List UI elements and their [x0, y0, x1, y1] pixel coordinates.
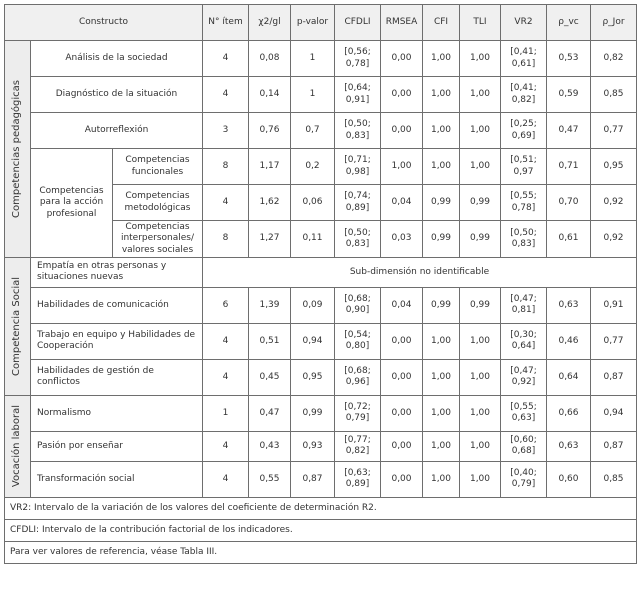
- cell-chi2: 0,45: [249, 359, 291, 395]
- cell-items: 4: [203, 77, 249, 113]
- cell-rvc: 0,60: [547, 461, 591, 497]
- cell-rjor: 0,94: [591, 395, 637, 431]
- cell-rmsea: 0,00: [381, 461, 423, 497]
- cell-items: 4: [203, 41, 249, 77]
- cell-rmsea: 0,00: [381, 113, 423, 149]
- cell-cfi: 1,00: [423, 113, 460, 149]
- table-row: [5, 149, 637, 185]
- cell-rvc: 0,63: [547, 431, 591, 461]
- cell-cfi: 1,00: [423, 149, 460, 185]
- cell-p: 0,06: [291, 185, 335, 221]
- table-row: [5, 287, 637, 323]
- row-label: Habilidades de gestión de conflictos: [31, 359, 203, 395]
- group-pedagogicas: Competencias pedagógicas: [5, 41, 31, 258]
- cell-p: 0,09: [291, 287, 335, 323]
- table-row: [5, 323, 637, 359]
- cell-cfdli: [0,50; 0,83]: [335, 113, 381, 149]
- cell-rvc: 0,66: [547, 395, 591, 431]
- cell-items: 1: [203, 395, 249, 431]
- row-label: Transformación social: [31, 461, 203, 497]
- row-label: Normalismo: [31, 395, 203, 431]
- cell-rvc: 0,46: [547, 323, 591, 359]
- cell-vr2: [0,55; 0,78]: [501, 185, 547, 221]
- cell-items: 6: [203, 287, 249, 323]
- table-row: [5, 461, 637, 497]
- cell-tli: 0,99: [460, 221, 501, 258]
- cell-rjor: 0,85: [591, 461, 637, 497]
- cell-tli: 1,00: [460, 113, 501, 149]
- header-rmsea: RMSEA: [381, 5, 423, 41]
- cell-vr2: [0,51; 0,97: [501, 149, 547, 185]
- cell-cfi: 0,99: [423, 287, 460, 323]
- note-row: [5, 497, 637, 519]
- cell-rmsea: 0,04: [381, 287, 423, 323]
- cell-cfdli: [0,68; 0,96]: [335, 359, 381, 395]
- cell-cfdli: [0,72; 0,79]: [335, 395, 381, 431]
- cell-p: 0,87: [291, 461, 335, 497]
- cell-chi2: 0,55: [249, 461, 291, 497]
- cell-cfi: 1,00: [423, 323, 460, 359]
- table-row: [5, 395, 637, 431]
- group-vocacion: Vocación laboral: [5, 395, 31, 497]
- cell-chi2: 0,51: [249, 323, 291, 359]
- cell-rjor: 0,91: [591, 287, 637, 323]
- cell-p: 0,99: [291, 395, 335, 431]
- cell-vr2: [0,40; 0,79]: [501, 461, 547, 497]
- header-chi2: χ2/gl: [249, 5, 291, 41]
- cell-rjor: 0,87: [591, 431, 637, 461]
- cell-tli: 1,00: [460, 359, 501, 395]
- cell-tli: 1,00: [460, 77, 501, 113]
- header-vr2: VR2: [501, 5, 547, 41]
- group-social: Competencia Social: [5, 257, 31, 395]
- cell-chi2: 1,39: [249, 287, 291, 323]
- cell-cfi: 1,00: [423, 359, 460, 395]
- merged-note: Sub-dimensión no identificable: [203, 257, 637, 287]
- cell-chi2: 1,27: [249, 221, 291, 258]
- cell-vr2: [0,47; 0,92]: [501, 359, 547, 395]
- cell-rjor: 0,92: [591, 185, 637, 221]
- cell-rvc: 0,47: [547, 113, 591, 149]
- cell-cfi: 0,99: [423, 185, 460, 221]
- cell-chi2: 1,17: [249, 149, 291, 185]
- results-table: [4, 4, 637, 564]
- cell-items: 4: [203, 323, 249, 359]
- table-row: [5, 113, 637, 149]
- note-row: [5, 541, 637, 563]
- note-row: [5, 519, 637, 541]
- cell-items: 8: [203, 149, 249, 185]
- cell-items: 4: [203, 431, 249, 461]
- header-row: [5, 5, 637, 41]
- cell-chi2: 0,76: [249, 113, 291, 149]
- row-label: Habilidades de comunicación: [31, 287, 203, 323]
- header-cfdli: CFDLI: [335, 5, 381, 41]
- cell-chi2: 0,47: [249, 395, 291, 431]
- cell-cfdli: [0,74; 0,89]: [335, 185, 381, 221]
- cell-p: 0,94: [291, 323, 335, 359]
- cell-items: 8: [203, 221, 249, 258]
- cell-cfdli: [0,77; 0,82]: [335, 431, 381, 461]
- table-row: [5, 41, 637, 77]
- cell-p: 0,7: [291, 113, 335, 149]
- row-label: Pasión por enseñar: [31, 431, 203, 461]
- cell-p: 1: [291, 41, 335, 77]
- cell-chi2: 0,14: [249, 77, 291, 113]
- cell-cfdli: [0,63; 0,89]: [335, 461, 381, 497]
- cell-p: 0,95: [291, 359, 335, 395]
- cell-vr2: [0,25; 0,69]: [501, 113, 547, 149]
- cell-tli: 1,00: [460, 41, 501, 77]
- cell-vr2: [0,41; 0,82]: [501, 77, 547, 113]
- cell-cfdli: [0,54; 0,80]: [335, 323, 381, 359]
- header-tli: TLI: [460, 5, 501, 41]
- cell-rvc: 0,53: [547, 41, 591, 77]
- cell-rvc: 0,64: [547, 359, 591, 395]
- cell-rvc: 0,70: [547, 185, 591, 221]
- cell-vr2: [0,30; 0,64]: [501, 323, 547, 359]
- row-label: Empatía en otras personas y situaciones nuevas: [31, 257, 203, 287]
- cell-cfdli: [0,64; 0,91]: [335, 77, 381, 113]
- cell-vr2: [0,50; 0,83]: [501, 221, 547, 258]
- cell-chi2: 0,08: [249, 41, 291, 77]
- row-label: Diagnóstico de la situación: [31, 77, 203, 113]
- cell-rmsea: 0,03: [381, 221, 423, 258]
- cell-p: 1: [291, 77, 335, 113]
- cell-chi2: 0,43: [249, 431, 291, 461]
- subgroup-label: Competencias para la acción profesional: [31, 149, 113, 258]
- cell-cfi: 1,00: [423, 41, 460, 77]
- cell-rjor: 0,95: [591, 149, 637, 185]
- cell-rvc: 0,71: [547, 149, 591, 185]
- header-constructo: Constructo: [5, 5, 203, 41]
- cell-rmsea: 1,00: [381, 149, 423, 185]
- cell-p: 0,2: [291, 149, 335, 185]
- cell-tli: 0,99: [460, 185, 501, 221]
- cell-rmsea: 0,00: [381, 431, 423, 461]
- cell-cfi: 1,00: [423, 77, 460, 113]
- cell-rmsea: 0,00: [381, 359, 423, 395]
- table-row: [5, 431, 637, 461]
- cell-cfi: 1,00: [423, 395, 460, 431]
- header-cfi: CFI: [423, 5, 460, 41]
- cell-rmsea: 0,00: [381, 77, 423, 113]
- cell-rmsea: 0,00: [381, 41, 423, 77]
- cell-cfdli: [0,68; 0,90]: [335, 287, 381, 323]
- cell-tli: 0,99: [460, 287, 501, 323]
- cell-rvc: 0,59: [547, 77, 591, 113]
- cell-rjor: 0,85: [591, 77, 637, 113]
- cell-rmsea: 0,00: [381, 323, 423, 359]
- cell-cfi: 1,00: [423, 461, 460, 497]
- cell-tli: 1,00: [460, 395, 501, 431]
- cell-vr2: [0,60; 0,68]: [501, 431, 547, 461]
- header-p-valor: p-valor: [291, 5, 335, 41]
- cell-cfdli: [0,50; 0,83]: [335, 221, 381, 258]
- cell-items: 4: [203, 185, 249, 221]
- cell-tli: 1,00: [460, 149, 501, 185]
- cell-tli: 1,00: [460, 431, 501, 461]
- header-rho-vc: ρ_vc: [547, 5, 591, 41]
- cell-rjor: 0,77: [591, 113, 637, 149]
- cell-items: 4: [203, 359, 249, 395]
- cell-items: 3: [203, 113, 249, 149]
- cell-p: 0,93: [291, 431, 335, 461]
- cell-rmsea: 0,04: [381, 185, 423, 221]
- header-rho-jor: ρ_Jor: [591, 5, 637, 41]
- cell-cfi: 1,00: [423, 431, 460, 461]
- cell-p: 0,11: [291, 221, 335, 258]
- note-vr2: VR2: Intervalo de la variación de los valores del coeficiente de determinación R2.: [5, 497, 637, 519]
- cell-rjor: 0,87: [591, 359, 637, 395]
- note-cfdli: CFDLI: Intervalo de la contribución factorial de los indicadores.: [5, 519, 637, 541]
- cell-rjor: 0,77: [591, 323, 637, 359]
- row-label: Trabajo en equipo y Habilidades de Cooperación: [31, 323, 203, 359]
- cell-rjor: 0,92: [591, 221, 637, 258]
- cell-tli: 1,00: [460, 323, 501, 359]
- cell-rmsea: 0,00: [381, 395, 423, 431]
- cell-items: 4: [203, 461, 249, 497]
- row-label: Análisis de la sociedad: [31, 41, 203, 77]
- cell-vr2: [0,55; 0,63]: [501, 395, 547, 431]
- row-label: Competencias metodológicas: [113, 185, 203, 221]
- cell-cfi: 0,99: [423, 221, 460, 258]
- table-row: [5, 257, 637, 287]
- cell-vr2: [0,41; 0,61]: [501, 41, 547, 77]
- cell-chi2: 1,62: [249, 185, 291, 221]
- cell-rvc: 0,63: [547, 287, 591, 323]
- table-row: [5, 77, 637, 113]
- cell-rvc: 0,61: [547, 221, 591, 258]
- cell-tli: 1,00: [460, 461, 501, 497]
- header-n-item: N° ítem: [203, 5, 249, 41]
- row-label: Competencias funcionales: [113, 149, 203, 185]
- cell-cfdli: [0,71; 0,98]: [335, 149, 381, 185]
- note-reference: Para ver valores de referencia, véase Tabla III.: [5, 541, 637, 563]
- cell-rjor: 0,82: [591, 41, 637, 77]
- table-row: [5, 359, 637, 395]
- cell-vr2: [0,47; 0,81]: [501, 287, 547, 323]
- row-label: Autorreflexión: [31, 113, 203, 149]
- row-label: Competencias interpersonales/ valores sociales: [113, 221, 203, 258]
- cell-cfdli: [0,56; 0,78]: [335, 41, 381, 77]
